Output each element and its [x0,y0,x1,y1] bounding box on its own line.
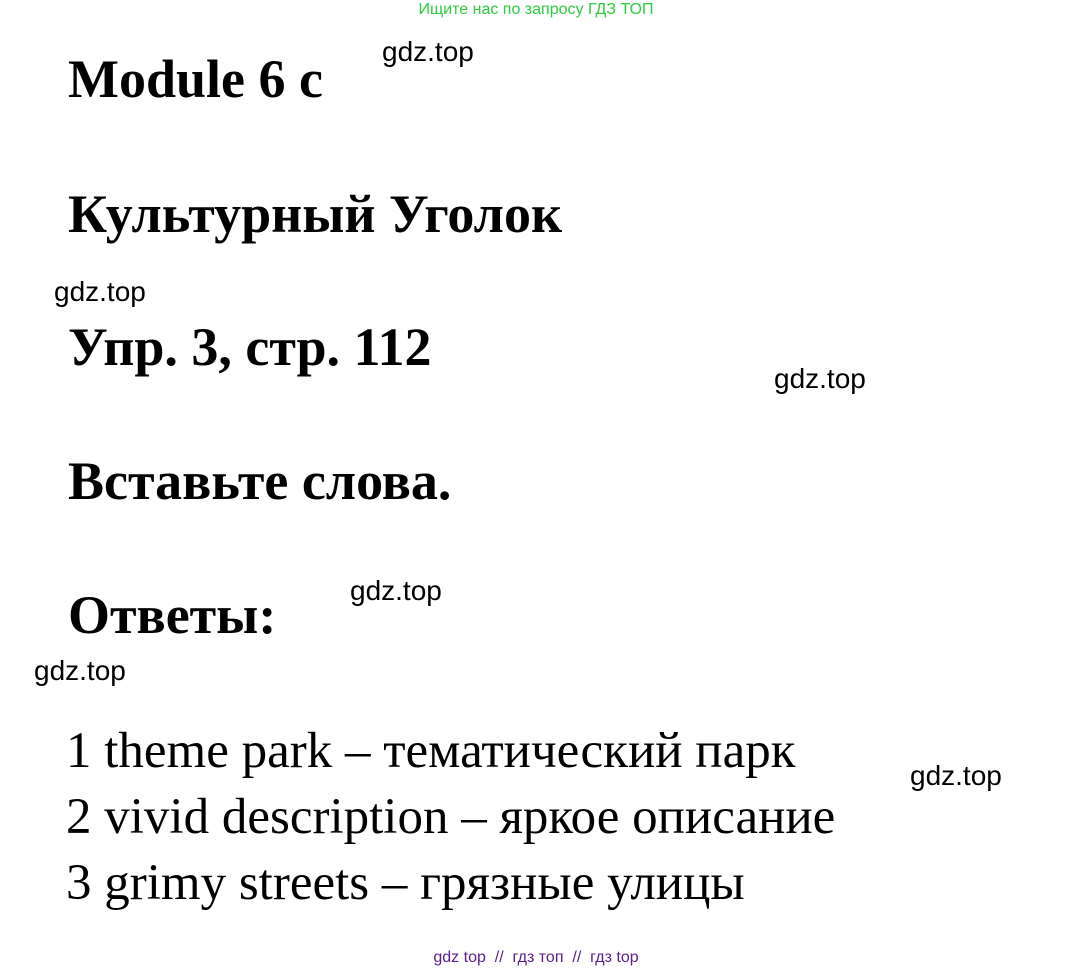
watermark: gdz.top [382,36,474,67]
answers-heading: Ответы: [68,585,277,645]
answer-list [66,718,835,916]
watermark: gdz.top [34,655,126,686]
answer-item: 1 theme park – тематический парк [66,723,796,779]
watermark: gdz.top [774,363,866,394]
task-instruction: Вставьте слова. [68,451,452,511]
module-title: Module 6 c [68,49,323,109]
watermark: gdz.top [350,575,442,606]
section-title: Культурный Уголок [68,184,563,244]
answer-item: 3 grimy streets – грязные улицы [66,855,745,911]
answer-item: 2 vivid description – яркое описание [66,789,836,845]
top-banner: Ищите нас по запросу ГДЗ ТОП [418,1,654,18]
exercise-reference: Упр. 3, стр. 112 [68,317,432,377]
watermark: gdz.top [910,760,1002,791]
footer-watermark: gdz top // гдз топ // гдз top [433,949,639,966]
watermark: gdz.top [54,276,146,307]
